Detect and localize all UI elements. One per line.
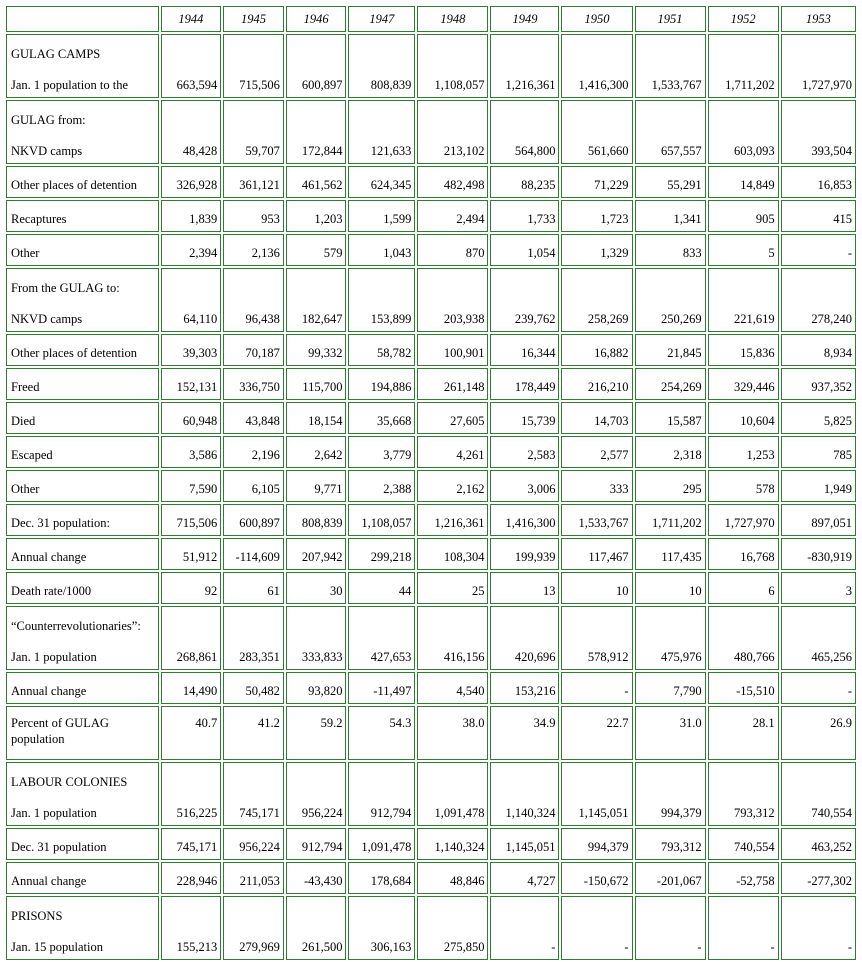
value-cell: 16,853 bbox=[781, 166, 856, 198]
value-cell: 182,647 bbox=[286, 268, 347, 332]
value-cell: 211,053 bbox=[223, 862, 284, 894]
table-row bbox=[6, 334, 856, 366]
value-cell: - bbox=[708, 896, 779, 960]
row-label-cell bbox=[6, 706, 159, 760]
value-cell: 155,213 bbox=[161, 896, 222, 960]
table-row bbox=[6, 402, 856, 434]
value-cell: 6,105 bbox=[223, 470, 284, 502]
value-cell: 99,332 bbox=[286, 334, 347, 366]
value-cell: 1,839 bbox=[161, 200, 222, 232]
value-cell: 275,850 bbox=[417, 896, 488, 960]
table-row bbox=[6, 234, 856, 266]
table-row bbox=[6, 672, 856, 704]
value-cell: 16,344 bbox=[490, 334, 559, 366]
value-cell: 278,240 bbox=[781, 268, 856, 332]
row-label-cell bbox=[6, 896, 159, 960]
value-cell: 10,604 bbox=[708, 402, 779, 434]
table-row bbox=[6, 706, 856, 760]
value-cell: 715,506 bbox=[223, 34, 284, 98]
row-label: Freed bbox=[11, 380, 40, 394]
row-label: Jan. 1 population bbox=[11, 806, 97, 820]
value-cell: 393,504 bbox=[781, 100, 856, 164]
value-cell: 35,668 bbox=[348, 402, 415, 434]
value-cell: 663,594 bbox=[161, 34, 222, 98]
value-cell: 295 bbox=[635, 470, 706, 502]
value-cell: 715,506 bbox=[161, 504, 222, 536]
gulag-statistics-table bbox=[4, 4, 858, 962]
value-cell: 427,653 bbox=[348, 606, 415, 670]
section-heading: “Counterrevolutionaries”: bbox=[11, 619, 141, 633]
value-cell: 10 bbox=[635, 572, 706, 604]
value-cell: 833 bbox=[635, 234, 706, 266]
value-cell: 13 bbox=[490, 572, 559, 604]
row-label: Annual change bbox=[11, 874, 87, 888]
value-cell: 178,684 bbox=[348, 862, 415, 894]
value-cell: 561,660 bbox=[561, 100, 632, 164]
value-cell: 14,490 bbox=[161, 672, 222, 704]
value-cell: 6 bbox=[708, 572, 779, 604]
value-cell: 1,533,767 bbox=[561, 504, 632, 536]
value-cell: 564,800 bbox=[490, 100, 559, 164]
value-cell: 268,861 bbox=[161, 606, 222, 670]
table-row bbox=[6, 436, 856, 468]
value-cell: - bbox=[561, 672, 632, 704]
value-cell: 1,416,300 bbox=[490, 504, 559, 536]
value-cell: 16,882 bbox=[561, 334, 632, 366]
row-label-cell bbox=[6, 828, 159, 860]
value-cell: 2,642 bbox=[286, 436, 347, 468]
value-cell: - bbox=[490, 896, 559, 960]
value-cell: 793,312 bbox=[635, 828, 706, 860]
value-cell: 96,438 bbox=[223, 268, 284, 332]
value-cell: 61 bbox=[223, 572, 284, 604]
value-cell: 1,711,202 bbox=[635, 504, 706, 536]
value-cell: 1,949 bbox=[781, 470, 856, 502]
value-cell: 326,928 bbox=[161, 166, 222, 198]
table-row bbox=[6, 470, 856, 502]
year-header-cell: 1952 bbox=[708, 6, 779, 32]
row-label: Other bbox=[11, 482, 40, 496]
value-cell: 48,846 bbox=[417, 862, 488, 894]
value-cell: -15,510 bbox=[708, 672, 779, 704]
value-cell: 38.0 bbox=[417, 706, 488, 760]
value-cell: 1,108,057 bbox=[417, 34, 488, 98]
value-cell: 1,723 bbox=[561, 200, 632, 232]
value-cell: 937,352 bbox=[781, 368, 856, 400]
value-cell: 2,162 bbox=[417, 470, 488, 502]
value-cell: 333 bbox=[561, 470, 632, 502]
value-cell: 39,303 bbox=[161, 334, 222, 366]
row-label: Died bbox=[11, 414, 36, 428]
value-cell: 870 bbox=[417, 234, 488, 266]
value-cell: 239,762 bbox=[490, 268, 559, 332]
row-label-cell bbox=[6, 862, 159, 894]
value-cell: 54.3 bbox=[348, 706, 415, 760]
value-cell: 3,006 bbox=[490, 470, 559, 502]
table-row bbox=[6, 368, 856, 400]
value-cell: 152,131 bbox=[161, 368, 222, 400]
value-cell: 279,969 bbox=[223, 896, 284, 960]
value-cell: 14,703 bbox=[561, 402, 632, 434]
value-cell: 1,203 bbox=[286, 200, 347, 232]
value-cell: 216,210 bbox=[561, 368, 632, 400]
value-cell: 657,557 bbox=[635, 100, 706, 164]
value-cell: 117,435 bbox=[635, 538, 706, 570]
year-header-cell: 1948 bbox=[417, 6, 488, 32]
value-cell: 7,590 bbox=[161, 470, 222, 502]
value-cell: 361,121 bbox=[223, 166, 284, 198]
value-cell: 30 bbox=[286, 572, 347, 604]
value-cell: 480,766 bbox=[708, 606, 779, 670]
value-cell: -52,758 bbox=[708, 862, 779, 894]
value-cell: 258,269 bbox=[561, 268, 632, 332]
value-cell: 482,498 bbox=[417, 166, 488, 198]
row-label-cell bbox=[6, 166, 159, 198]
value-cell: 15,836 bbox=[708, 334, 779, 366]
value-cell: 1,140,324 bbox=[490, 762, 559, 826]
value-cell: 9,771 bbox=[286, 470, 347, 502]
value-cell: 912,794 bbox=[286, 828, 347, 860]
value-cell: 1,091,478 bbox=[348, 828, 415, 860]
value-cell: - bbox=[781, 234, 856, 266]
value-cell: 4,261 bbox=[417, 436, 488, 468]
value-cell: 1,733 bbox=[490, 200, 559, 232]
value-cell: 51,912 bbox=[161, 538, 222, 570]
value-cell: 117,467 bbox=[561, 538, 632, 570]
value-cell: 48,428 bbox=[161, 100, 222, 164]
value-cell: -201,067 bbox=[635, 862, 706, 894]
value-cell: 88,235 bbox=[490, 166, 559, 198]
value-cell: 5 bbox=[708, 234, 779, 266]
value-cell: 26.9 bbox=[781, 706, 856, 760]
value-cell: 5,825 bbox=[781, 402, 856, 434]
value-cell: 1,145,051 bbox=[561, 762, 632, 826]
value-cell: 41.2 bbox=[223, 706, 284, 760]
year-header-cell: 1945 bbox=[223, 6, 284, 32]
value-cell: 3,586 bbox=[161, 436, 222, 468]
value-cell: 1,054 bbox=[490, 234, 559, 266]
value-cell: 21,845 bbox=[635, 334, 706, 366]
value-cell: 1,727,970 bbox=[781, 34, 856, 98]
value-cell: 2,394 bbox=[161, 234, 222, 266]
row-label-cell bbox=[6, 672, 159, 704]
row-label: Other bbox=[11, 246, 40, 260]
value-cell: - bbox=[781, 896, 856, 960]
table-row bbox=[6, 34, 856, 98]
value-cell: 1,329 bbox=[561, 234, 632, 266]
value-cell: - bbox=[781, 672, 856, 704]
value-cell: 465,256 bbox=[781, 606, 856, 670]
section-heading: GULAG CAMPS bbox=[11, 47, 101, 61]
row-label-cell bbox=[6, 200, 159, 232]
value-cell: 10 bbox=[561, 572, 632, 604]
value-cell: 55,291 bbox=[635, 166, 706, 198]
value-cell: 600,897 bbox=[223, 504, 284, 536]
table-row bbox=[6, 828, 856, 860]
value-cell: -114,609 bbox=[223, 538, 284, 570]
value-cell: 415 bbox=[781, 200, 856, 232]
value-cell: 254,269 bbox=[635, 368, 706, 400]
year-header-cell: 1946 bbox=[286, 6, 347, 32]
value-cell: 579 bbox=[286, 234, 347, 266]
table-row bbox=[6, 862, 856, 894]
row-label: Dec. 31 population bbox=[11, 840, 107, 854]
value-cell: 203,938 bbox=[417, 268, 488, 332]
value-cell: -830,919 bbox=[781, 538, 856, 570]
value-cell: 43,848 bbox=[223, 402, 284, 434]
value-cell: 178,449 bbox=[490, 368, 559, 400]
year-header-cell: 1950 bbox=[561, 6, 632, 32]
value-cell: 153,899 bbox=[348, 268, 415, 332]
table-body bbox=[6, 34, 856, 960]
table-row bbox=[6, 762, 856, 826]
value-cell: 2,196 bbox=[223, 436, 284, 468]
row-label-cell bbox=[6, 538, 159, 570]
value-cell: 578 bbox=[708, 470, 779, 502]
section-heading: PRISONS bbox=[11, 909, 63, 923]
table-row bbox=[6, 100, 856, 164]
value-cell: 624,345 bbox=[348, 166, 415, 198]
row-label-cell bbox=[6, 606, 159, 670]
value-cell: 64,110 bbox=[161, 268, 222, 332]
value-cell: - bbox=[635, 896, 706, 960]
row-label-cell bbox=[6, 572, 159, 604]
value-cell: 108,304 bbox=[417, 538, 488, 570]
value-cell: 1,145,051 bbox=[490, 828, 559, 860]
value-cell: - bbox=[561, 896, 632, 960]
row-label-cell bbox=[6, 504, 159, 536]
table-row bbox=[6, 166, 856, 198]
value-cell: 1,253 bbox=[708, 436, 779, 468]
row-label-cell bbox=[6, 402, 159, 434]
value-cell: 3,779 bbox=[348, 436, 415, 468]
value-cell: 1,533,767 bbox=[635, 34, 706, 98]
value-cell: 228,946 bbox=[161, 862, 222, 894]
value-cell: 1,599 bbox=[348, 200, 415, 232]
value-cell: 2,577 bbox=[561, 436, 632, 468]
value-cell: 2,136 bbox=[223, 234, 284, 266]
value-cell: 92 bbox=[161, 572, 222, 604]
value-cell: 475,976 bbox=[635, 606, 706, 670]
value-cell: 2,318 bbox=[635, 436, 706, 468]
value-cell: 2,583 bbox=[490, 436, 559, 468]
value-cell: 15,739 bbox=[490, 402, 559, 434]
row-label: Jan. 15 population bbox=[11, 940, 104, 954]
value-cell: 808,839 bbox=[348, 34, 415, 98]
value-cell: 31.0 bbox=[635, 706, 706, 760]
value-cell: 18,154 bbox=[286, 402, 347, 434]
value-cell: 1,727,970 bbox=[708, 504, 779, 536]
value-cell: 2,494 bbox=[417, 200, 488, 232]
row-label-cell bbox=[6, 100, 159, 164]
value-cell: 1,216,361 bbox=[490, 34, 559, 98]
value-cell: 336,750 bbox=[223, 368, 284, 400]
section-heading: GULAG from: bbox=[11, 113, 86, 127]
value-cell: 463,252 bbox=[781, 828, 856, 860]
value-cell: 745,171 bbox=[161, 828, 222, 860]
value-cell: 461,562 bbox=[286, 166, 347, 198]
value-cell: 7,790 bbox=[635, 672, 706, 704]
section-heading: LABOUR COLONIES bbox=[11, 775, 128, 789]
year-header-cell: 1953 bbox=[781, 6, 856, 32]
value-cell: 745,171 bbox=[223, 762, 284, 826]
value-cell: 153,216 bbox=[490, 672, 559, 704]
value-cell: 199,939 bbox=[490, 538, 559, 570]
value-cell: 1,416,300 bbox=[561, 34, 632, 98]
year-header-cell: 1947 bbox=[348, 6, 415, 32]
row-label-cell bbox=[6, 762, 159, 826]
table-row bbox=[6, 896, 856, 960]
value-cell: 2,388 bbox=[348, 470, 415, 502]
value-cell: 121,633 bbox=[348, 100, 415, 164]
value-cell: 416,156 bbox=[417, 606, 488, 670]
value-cell: -11,497 bbox=[348, 672, 415, 704]
value-cell: 603,093 bbox=[708, 100, 779, 164]
row-label: Other places of detention bbox=[11, 346, 137, 360]
value-cell: 4,727 bbox=[490, 862, 559, 894]
header-corner-cell bbox=[6, 6, 159, 32]
value-cell: 578,912 bbox=[561, 606, 632, 670]
table-row bbox=[6, 538, 856, 570]
value-cell: 213,102 bbox=[417, 100, 488, 164]
value-cell: 58,782 bbox=[348, 334, 415, 366]
year-header-cell: 1944 bbox=[161, 6, 222, 32]
value-cell: 27,605 bbox=[417, 402, 488, 434]
value-cell: 8,934 bbox=[781, 334, 856, 366]
value-cell: 4,540 bbox=[417, 672, 488, 704]
value-cell: 250,269 bbox=[635, 268, 706, 332]
value-cell: 93,820 bbox=[286, 672, 347, 704]
value-cell: -43,430 bbox=[286, 862, 347, 894]
value-cell: 785 bbox=[781, 436, 856, 468]
row-label: Percent of GULAG population bbox=[11, 716, 109, 746]
value-cell: 897,051 bbox=[781, 504, 856, 536]
value-cell: 44 bbox=[348, 572, 415, 604]
value-cell: 207,942 bbox=[286, 538, 347, 570]
value-cell: 994,379 bbox=[561, 828, 632, 860]
value-cell: 1,216,361 bbox=[417, 504, 488, 536]
row-label: Annual change bbox=[11, 684, 87, 698]
table-row bbox=[6, 504, 856, 536]
value-cell: 25 bbox=[417, 572, 488, 604]
value-cell: 1,711,202 bbox=[708, 34, 779, 98]
value-cell: 3 bbox=[781, 572, 856, 604]
value-cell: 1,043 bbox=[348, 234, 415, 266]
value-cell: 1,091,478 bbox=[417, 762, 488, 826]
row-label: Jan. 1 population bbox=[11, 650, 97, 664]
value-cell: 808,839 bbox=[286, 504, 347, 536]
row-label: Recaptures bbox=[11, 212, 67, 226]
value-cell: 172,844 bbox=[286, 100, 347, 164]
row-label-cell bbox=[6, 234, 159, 266]
year-header-cell: 1951 bbox=[635, 6, 706, 32]
value-cell: 516,225 bbox=[161, 762, 222, 826]
row-label-cell bbox=[6, 268, 159, 332]
value-cell: 740,554 bbox=[781, 762, 856, 826]
value-cell: 306,163 bbox=[348, 896, 415, 960]
row-label: NKVD camps bbox=[11, 312, 83, 326]
row-label: Escaped bbox=[11, 448, 53, 462]
value-cell: 15,587 bbox=[635, 402, 706, 434]
value-cell: 1,108,057 bbox=[348, 504, 415, 536]
value-cell: 1,140,324 bbox=[417, 828, 488, 860]
value-cell: 994,379 bbox=[635, 762, 706, 826]
value-cell: 953 bbox=[223, 200, 284, 232]
table-row bbox=[6, 200, 856, 232]
header-row bbox=[6, 6, 856, 32]
value-cell: 1,341 bbox=[635, 200, 706, 232]
row-label: Other places of detention bbox=[11, 178, 137, 192]
row-label-cell bbox=[6, 34, 159, 98]
value-cell: 50,482 bbox=[223, 672, 284, 704]
value-cell: 34.9 bbox=[490, 706, 559, 760]
value-cell: 261,148 bbox=[417, 368, 488, 400]
row-label-cell bbox=[6, 368, 159, 400]
value-cell: 14,849 bbox=[708, 166, 779, 198]
value-cell: 60,948 bbox=[161, 402, 222, 434]
value-cell: -277,302 bbox=[781, 862, 856, 894]
row-label: NKVD camps bbox=[11, 144, 83, 158]
value-cell: 956,224 bbox=[223, 828, 284, 860]
value-cell: 420,696 bbox=[490, 606, 559, 670]
table-row bbox=[6, 606, 856, 670]
value-cell: 100,901 bbox=[417, 334, 488, 366]
value-cell: 59,707 bbox=[223, 100, 284, 164]
value-cell: 329,446 bbox=[708, 368, 779, 400]
value-cell: 600,897 bbox=[286, 34, 347, 98]
value-cell: 40.7 bbox=[161, 706, 222, 760]
value-cell: 333,833 bbox=[286, 606, 347, 670]
value-cell: 740,554 bbox=[708, 828, 779, 860]
row-label-cell bbox=[6, 470, 159, 502]
row-label: Dec. 31 population: bbox=[11, 516, 110, 530]
value-cell: 956,224 bbox=[286, 762, 347, 826]
value-cell: 22.7 bbox=[561, 706, 632, 760]
value-cell: 299,218 bbox=[348, 538, 415, 570]
value-cell: 912,794 bbox=[348, 762, 415, 826]
row-label-cell bbox=[6, 334, 159, 366]
value-cell: 115,700 bbox=[286, 368, 347, 400]
table-row bbox=[6, 572, 856, 604]
value-cell: 261,500 bbox=[286, 896, 347, 960]
row-label-cell bbox=[6, 436, 159, 468]
value-cell: 793,312 bbox=[708, 762, 779, 826]
row-label: Annual change bbox=[11, 550, 87, 564]
value-cell: 59.2 bbox=[286, 706, 347, 760]
value-cell: 70,187 bbox=[223, 334, 284, 366]
year-header-cell: 1949 bbox=[490, 6, 559, 32]
row-label: Death rate/1000 bbox=[11, 584, 92, 598]
value-cell: 71,229 bbox=[561, 166, 632, 198]
row-label: Jan. 1 population to the bbox=[11, 78, 128, 92]
value-cell: -150,672 bbox=[561, 862, 632, 894]
table-row bbox=[6, 268, 856, 332]
value-cell: 221,619 bbox=[708, 268, 779, 332]
value-cell: 28.1 bbox=[708, 706, 779, 760]
value-cell: 194,886 bbox=[348, 368, 415, 400]
value-cell: 283,351 bbox=[223, 606, 284, 670]
value-cell: 16,768 bbox=[708, 538, 779, 570]
value-cell: 905 bbox=[708, 200, 779, 232]
section-heading: From the GULAG to: bbox=[11, 281, 120, 295]
